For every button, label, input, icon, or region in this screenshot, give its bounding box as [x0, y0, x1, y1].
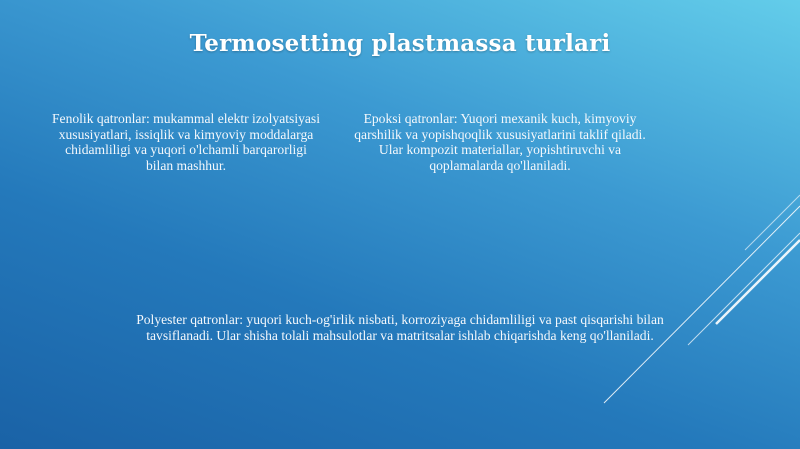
decorative-line [604, 206, 800, 403]
epoksi-text-block: Epoksi qatronlar: Yuqori mexanik kuch, kimyoviy qarshilik va yopishqoqlik xususiyatlarini taklif qiladi. Ular kompozit materiallar, yopishtiruvchi va qoplamalarda qo'llaniladi. [354, 111, 646, 173]
polyester-text-block: Polyester qatronlar: yuqori kuch-og'irlik nisbati, korroziyaga chidamliligi va past qisqarishi bilan tavsiflanadi. Ular shisha tolali mahsulotlar va matritsalar ishlab chiqarishda keng qo'llaniladi. [136, 312, 664, 343]
decorative-line [716, 240, 800, 324]
fenolik-text-block: Fenolik qatronlar: mukammal elektr izolyatsiyasi xususiyatlari, issiqlik va kimyoviy moddalarga chidamliligi va yuqori o'lchamli barqarorligi bilan mashhur. [51, 111, 321, 173]
decorative-line [688, 233, 800, 345]
slide-title: Termosetting plastmassa turlari [189, 30, 611, 57]
